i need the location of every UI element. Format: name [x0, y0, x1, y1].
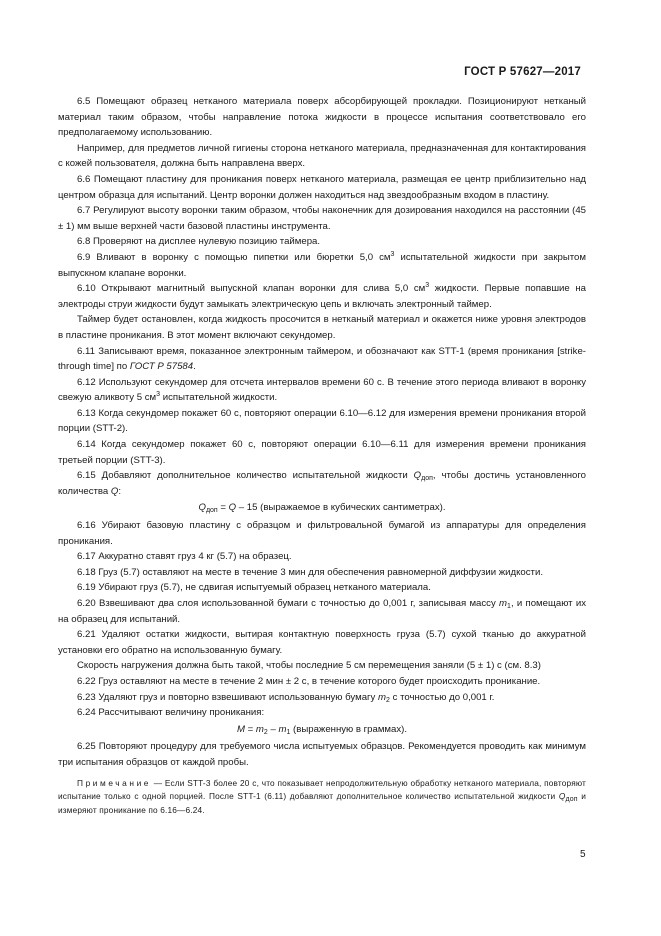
- subscript-dop: доп: [421, 475, 433, 483]
- paragraph-6-13: 6.13 Когда секундомер покажет 60 с, повторяют операции 6.10—6.12 для измерения времени проникания второй порции (STT-2).: [58, 407, 586, 435]
- subscript-1: 1: [286, 728, 291, 736]
- superscript: 3: [156, 391, 161, 399]
- standard-reference: ГОСТ Р 57584: [129, 361, 194, 373]
- symbol-q: Q: [413, 470, 422, 482]
- paragraph-6-18: 6.18 Груз (5.7) оставляют на месте в течение 3 мин для обеспечения равномерной диффузии жидкости.: [77, 566, 543, 578]
- paragraph-example: Например, для предметов личной гигиены сторона нетканого материала, предназначенная для контактирования с кожей пользователя, должна быть направлена вверх.: [58, 142, 586, 170]
- text-run: :: [118, 485, 122, 497]
- formula-text: (выраженную в граммах).: [290, 723, 408, 735]
- text-run: 6.23 Удаляют груз и повторно взвешивают использованную бумагу: [77, 691, 379, 703]
- paragraph-6-24: 6.24 Рассчитывают величину проникания:: [77, 707, 265, 719]
- paragraph-6-9: [58, 250, 586, 281]
- paragraph-6-21: 6.21 Удаляют остатки жидкости, вытирая контактную поверхность груза (5.7) сухой тканью до аккуратной установки его обратно на использованную бумагу.: [58, 629, 586, 656]
- subscript-dop: доп: [205, 507, 218, 515]
- text-run: .: [193, 361, 196, 373]
- paragraph-6-22: 6.22 Груз оставляют на месте в течение 2 мин ± 2 с, в течение которого будет происходить проникание.: [77, 675, 541, 687]
- symbol-m: m: [278, 723, 287, 735]
- text-run: испытательной жидкости.: [160, 392, 278, 404]
- formula-operator: =: [217, 502, 229, 514]
- paragraph-6-5: 6.5 Помещают образец нетканого материала поверх абсорбирующей прокладки. Позиционируют нетканый материал таким образом, чтобы направление потока жидкости в процессе испытания соответствовало его предполагаемому использованию.: [58, 96, 586, 139]
- subscript-1: 1: [507, 603, 511, 610]
- document-header: ГОСТ Р 57627—2017: [464, 66, 581, 78]
- paragraph-6-6: 6.6 Помещают пластину для проникания поверх нетканого материала, размещая ее центр приблизительно над центром образца для испытаний. Центр воронки должен находиться над звездообразным входом в пластину.: [58, 173, 586, 201]
- text-run: с точностью до 0,001 г.: [389, 691, 495, 703]
- text-run: , и помещают их на образец для испытаний.: [58, 598, 587, 625]
- text-run: , чтобы достичь установленного количества: [58, 470, 586, 497]
- symbol-big-m: M: [236, 723, 245, 735]
- paragraph-6-17: 6.17 Аккуратно ставят груз 4 кг (5.7) на образец.: [77, 551, 292, 563]
- symbol-q: Q: [198, 502, 206, 514]
- symbol-q: Q: [228, 502, 237, 514]
- paragraph-6-11: [58, 344, 586, 375]
- note-label: Примечание: [77, 777, 152, 788]
- subscript-2: 2: [386, 696, 390, 704]
- subscript-dop: доп: [565, 796, 578, 804]
- symbol-q: Q: [110, 485, 119, 497]
- text-run: 6.15 Добавляют дополнительное количество испытательной жидкости: [77, 470, 414, 482]
- text-run: 6.11 Записывают время, показанное электронным таймером, и обозначают как STT-1 (время проникания [strike-through time] по: [58, 345, 586, 373]
- superscript: 3: [425, 282, 430, 290]
- formula-m: [58, 722, 586, 738]
- text-run: 6.12 Используют секундомер для отсчета интервалов времени 60 с. В течение этого периода вливают в воронку свежую аликвоту 5 см: [58, 376, 586, 404]
- page-number: 5: [580, 849, 586, 860]
- paragraph-6-19: 6.19 Убирают груз (5.7), не сдвигая испытуемый образец нетканого материала.: [77, 582, 431, 594]
- symbol-m: m: [255, 723, 264, 735]
- text-run: 6.20 Взвешивают два слоя использованной бумаги с точностью до 0,001 г, записывая массу: [77, 598, 500, 609]
- formula-q-dop: [58, 500, 586, 516]
- text-run: испытательной жидкости при закрытом выпускном клапане воронки.: [58, 251, 586, 279]
- paragraph-6-8: 6.8 Проверяют на дисплее нулевую позицию таймера.: [77, 236, 321, 248]
- paragraph-6-23: [58, 690, 586, 706]
- paragraph-6-12: [58, 375, 586, 406]
- paragraph-6-20: [58, 596, 586, 627]
- note: [58, 777, 586, 818]
- paragraph-6-10: [58, 281, 586, 312]
- paragraph-6-15: [58, 468, 586, 499]
- paragraph-6-14: 6.14 Когда секундомер покажет 60 с, повторяют операции 6.10—6.11 для измерения времени проникания третьей порции (STT-3).: [58, 439, 586, 466]
- formula-operator: =: [244, 723, 256, 735]
- paragraph-timer: Таймер будет остановлен, когда жидкость просочится в нетканый материал и окажется ниже уровня электродов в пластине проникания. В этот момент включают секундомер.: [58, 314, 586, 341]
- symbol-m: m: [378, 691, 387, 703]
- document-body: [58, 94, 586, 818]
- note-text: — Если STT-3 более 20 с, что показывает непродолжительную обработку нетканого материала, повторяют испытание только с одной порцией. После STT-1 (6.11) добавляют дополнительное количество испытательной жидкости: [58, 777, 586, 802]
- superscript: 3: [390, 250, 395, 258]
- paragraph-6-16: 6.16 Убирают базовую пластину с образцом и фильтровальной бумагой из аппаратуры для определения проникания.: [58, 520, 586, 547]
- paragraph-6-7: 6.7 Регулируют высоту воронки таким образом, чтобы наконечник для дозирования находился на расстоянии (45 ± 1) мм выше верхней части базовой пластины инструмента.: [58, 205, 586, 232]
- paragraph-6-25: 6.25 Повторяют процедуру для требуемого числа испытуемых образцов. Рекомендуется проводить как минимум три испытания образцов от каждой пробы.: [58, 741, 586, 768]
- text-run: 6.9 Вливают в воронку с помощью пипетки или бюретки 5,0 см: [77, 251, 391, 263]
- symbol-q: Q: [558, 791, 566, 802]
- formula-text: – 15 (выражаемое в кубических сантиметрах).: [236, 502, 446, 514]
- formula-operator: –: [267, 723, 279, 735]
- note-text: и измеряют проникание по 6.16—6.24.: [58, 791, 586, 816]
- text-run: жидкости. Первые попавшие на электроды струи жидкости будут замыкать электрическую цепь и включать электронный таймер.: [58, 283, 586, 310]
- symbol-m: m: [499, 598, 508, 609]
- text-run: 6.10 Открывают магнитный выпускной клапан воронки для слива 5,0 см: [77, 283, 426, 295]
- subscript-2: 2: [263, 728, 268, 736]
- paragraph-speed: Скорость нагружения должна быть такой, чтобы последние 5 см перемещения заняли (5 ± 1) с (см. 8.3): [77, 660, 541, 672]
